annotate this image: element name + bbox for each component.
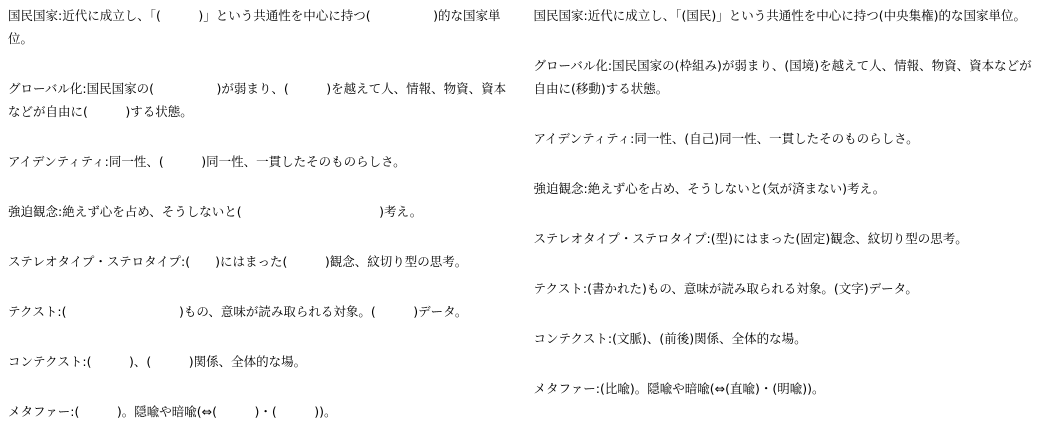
definition-nation-state-blank: 国民国家:近代に成立し、「( )」という共通性を中心に持つ( )的な国家単位。 xyxy=(8,8,501,46)
definition-nation-state-answer: 国民国家:近代に成立し、「(国民)」という共通性を中心に持つ(中央集権)的な国家単位。 xyxy=(533,8,1026,23)
definition-identity-answer: アイデンティティ:同一性、(自己)同一性、一貫したそのものらしさ。 xyxy=(533,131,919,146)
definition-context-blank: コンテクスト:( )、( )関係、全体的な場。 xyxy=(8,354,307,369)
definition-stereotype-blank: ステレオタイプ・ステロタイプ:( )にはまった( )観念、紋切り型の思考。 xyxy=(8,254,468,269)
definition-text-answer: テクスト:(書かれた)もの、意味が読み取られる対象。(文字)データ。 xyxy=(533,281,918,296)
definition-globalization-answer: グローバル化:国民国家の(枠組み)が弱まり、(国境)を越えて人、情報、物資、資本などが自由に(移動)する状態。 xyxy=(533,58,1032,96)
definition-obsession-answer: 強迫観念:絶えず心を占め、そうしないと(気が済まない)考え。 xyxy=(533,181,886,196)
answer-column-filled xyxy=(523,0,1045,429)
definition-identity-blank: アイデンティティ:同一性、( )同一性、一貫したそのものらしさ。 xyxy=(8,154,406,169)
definition-metaphor-answer: メタファー:(比喩)。隠喩や暗喩(⇔(直喩)・(明喩))。 xyxy=(533,381,825,396)
definition-text-blank: テクスト:( )もの、意味が読み取られる対象。( )データ。 xyxy=(8,304,468,319)
definition-metaphor-blank: メタファー:( )。隠喩や暗喩(⇔( )・( ))。 xyxy=(8,404,337,419)
definition-stereotype-answer: ステレオタイプ・ステロタイプ:(型)にはまった(固定)観念、紋切り型の思考。 xyxy=(533,231,968,246)
definition-globalization-blank: グローバル化:国民国家の( )が弱まり、( )を越えて人、情報、物資、資本などが自由に( )する状態。 xyxy=(8,81,507,119)
definition-obsession-blank: 強迫観念:絶えず心を占め、そうしないと( )考え。 xyxy=(8,204,423,219)
definition-context-answer: コンテクスト:(文脈)、(前後)関係、全体的な場。 xyxy=(533,331,807,346)
